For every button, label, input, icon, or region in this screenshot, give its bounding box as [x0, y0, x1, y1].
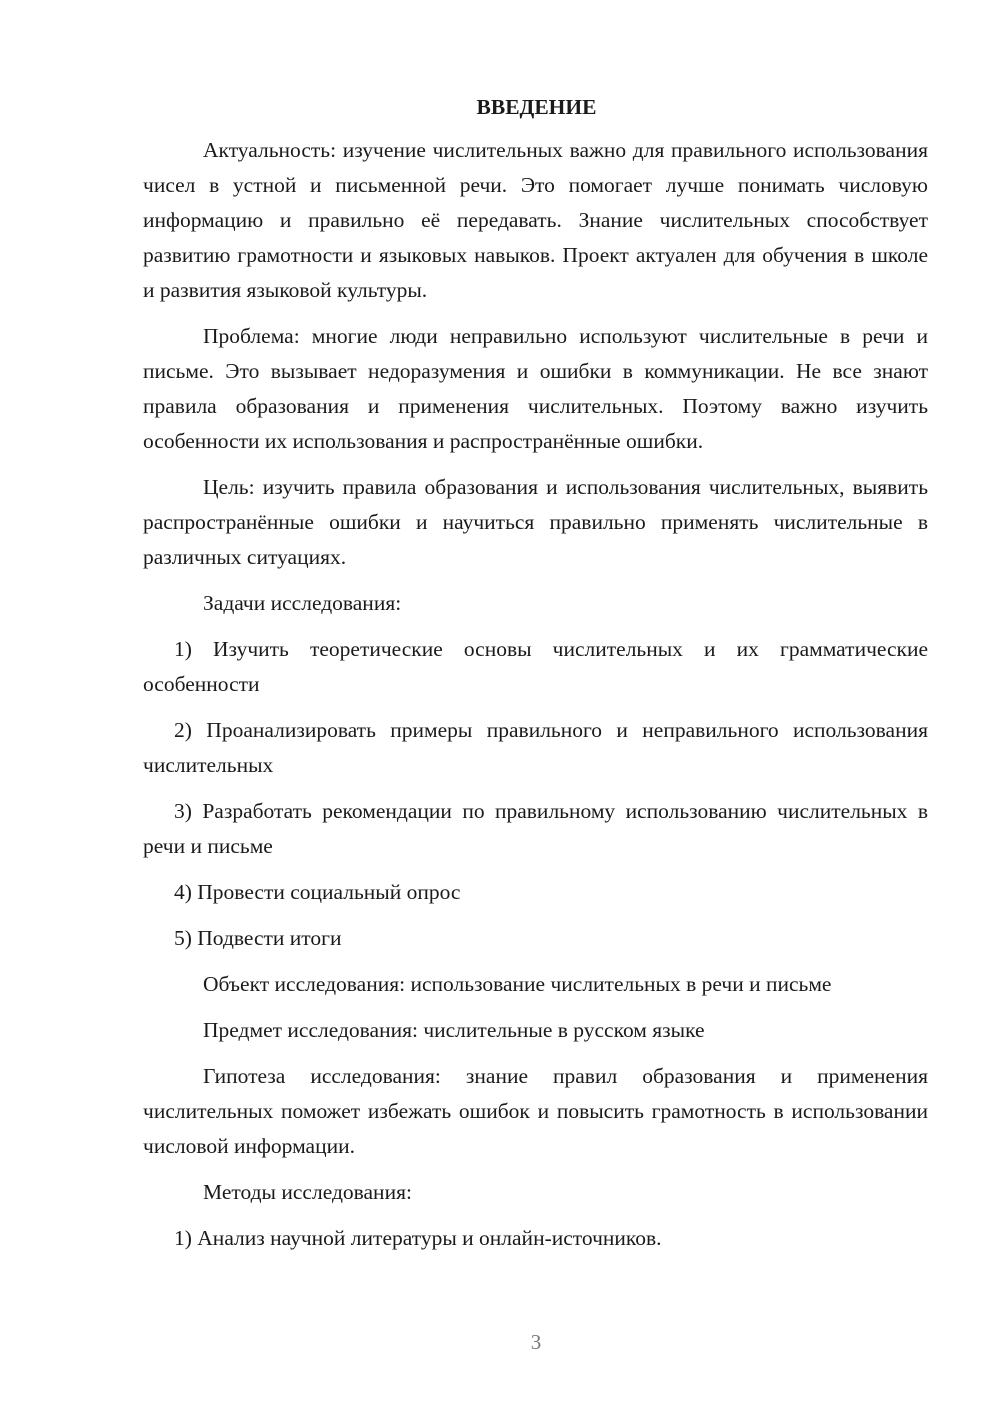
section-heading: ВВЕДЕНИЕ	[476, 95, 597, 119]
task-item-4: 4) Провести социальный опрос	[174, 880, 461, 904]
goal-paragraph: Цель: изучить правила образования и использования числительных, выявить распространённые ошибки и научиться правильно применять числительные в различных ситуациях.	[143, 475, 928, 569]
tasks-title: Задачи исследования:	[203, 591, 402, 615]
task-item-2: 2) Проанализировать примеры правильного и неправильного использования числительных	[143, 718, 928, 777]
methods-title: Методы исследования:	[203, 1180, 412, 1204]
method-item-1: 1) Анализ научной литературы и онлайн-источников.	[174, 1226, 662, 1250]
task-item-1: 1) Изучить теоретические основы числительных и их грамматические особенности	[143, 637, 928, 696]
subject-paragraph: Предмет исследования: числительные в русском языке	[203, 1018, 705, 1042]
task-item-5: 5) Подвести итоги	[174, 926, 342, 950]
task-item-3: 3) Разработать рекомендации по правильному использованию числительных в речи и письме	[143, 799, 928, 858]
object-paragraph: Объект исследования: использование числительных в речи и письме	[203, 972, 832, 996]
problem-paragraph: Проблема: многие люди неправильно используют числительные в речи и письме. Это вызывает недоразумения и ошибки в коммуникации. Не все знают правила образования и применения числительных. Поэтому важно изучить особенности их использования и распространённые ошибки.	[143, 324, 928, 453]
relevance-paragraph: Актуальность: изучение числительных важно для правильного использования чисел в устной и письменной речи. Это помогает лучше понимать числовую информацию и правильно её передавать. Знание числительных способствует развитию грамотности и языковых навыков. Проект актуален для обучения в школе и развития языковой культуры.	[143, 138, 928, 302]
document-page	[143, 90, 928, 1267]
page-number: 3	[530, 1330, 542, 1354]
hypothesis-paragraph: Гипотеза исследования: знание правил образования и применения числительных поможет избежать ошибок и повысить грамотность в использовании числовой информации.	[143, 1064, 928, 1158]
